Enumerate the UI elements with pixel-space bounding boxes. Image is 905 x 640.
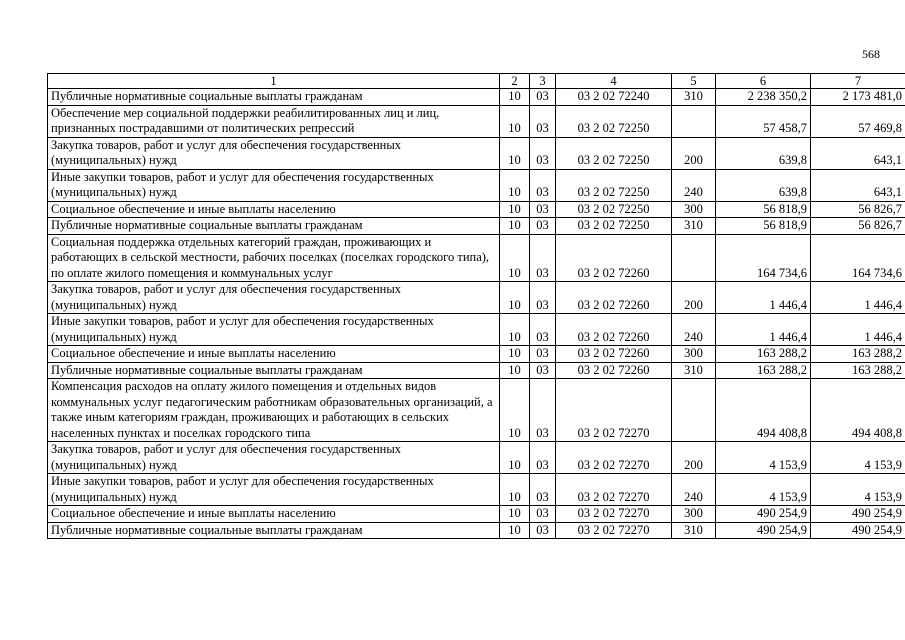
expense-type-cell: 240 xyxy=(672,314,716,346)
row-name-cell: Иные закупки товаров, работ и услуг для обеспечения государственных (муниципальных) нужд xyxy=(48,169,500,201)
amount-col7-cell: 56 826,7 xyxy=(811,201,905,218)
expense-type-cell: 310 xyxy=(672,218,716,235)
table-row xyxy=(48,201,905,218)
subsection-code-cell: 03 xyxy=(530,506,556,523)
row-name-cell: Публичные нормативные социальные выплаты гражданам xyxy=(48,218,500,235)
target-article-cell: 03 2 02 72260 xyxy=(556,314,672,346)
column-header-3: 3 xyxy=(530,74,556,89)
expense-type-cell: 200 xyxy=(672,442,716,474)
amount-col6-cell: 56 818,9 xyxy=(716,201,811,218)
expense-type-cell: 310 xyxy=(672,362,716,379)
expense-type-cell: 300 xyxy=(672,346,716,363)
target-article-cell: 03 2 02 72270 xyxy=(556,442,672,474)
row-name-cell: Социальная поддержка отдельных категорий граждан, проживающих и работающих в сельской местности, рабочих поселках (поселках городского типа), по оплате жилого помещения и коммунальных услуг xyxy=(48,234,500,282)
amount-col6-cell: 2 238 350,2 xyxy=(716,89,811,106)
subsection-code-cell: 03 xyxy=(530,137,556,169)
section-code-cell: 10 xyxy=(500,89,530,106)
expense-type-cell xyxy=(672,234,716,282)
section-code-cell: 10 xyxy=(500,201,530,218)
section-code-cell: 10 xyxy=(500,442,530,474)
target-article-cell: 03 2 02 72250 xyxy=(556,105,672,137)
subsection-code-cell: 03 xyxy=(530,346,556,363)
expense-type-cell: 300 xyxy=(672,201,716,218)
row-name-cell: Иные закупки товаров, работ и услуг для обеспечения государственных (муниципальных) нужд xyxy=(48,314,500,346)
column-header-7: 7 xyxy=(811,74,905,89)
section-code-cell: 10 xyxy=(500,314,530,346)
amount-col6-cell: 56 818,9 xyxy=(716,218,811,235)
subsection-code-cell: 03 xyxy=(530,105,556,137)
table-header xyxy=(48,74,905,89)
amount-col7-cell: 494 408,8 xyxy=(811,379,905,442)
section-code-cell: 10 xyxy=(500,282,530,314)
expense-type-cell: 200 xyxy=(672,137,716,169)
subsection-code-cell: 03 xyxy=(530,379,556,442)
section-code-cell: 10 xyxy=(500,137,530,169)
amount-col7-cell: 490 254,9 xyxy=(811,522,905,539)
column-header-2: 2 xyxy=(500,74,530,89)
amount-col6-cell: 639,8 xyxy=(716,169,811,201)
row-name-cell: Публичные нормативные социальные выплаты гражданам xyxy=(48,522,500,539)
amount-col6-cell: 4 153,9 xyxy=(716,442,811,474)
row-name-cell: Обеспечение мер социальной поддержки реабилитированных лиц и лиц, признанных пострадавшими от политических репрессий xyxy=(48,105,500,137)
subsection-code-cell: 03 xyxy=(530,234,556,282)
target-article-cell: 03 2 02 72260 xyxy=(556,346,672,363)
section-code-cell: 10 xyxy=(500,379,530,442)
amount-col7-cell: 643,1 xyxy=(811,169,905,201)
table-row xyxy=(48,346,905,363)
target-article-cell: 03 2 02 72260 xyxy=(556,362,672,379)
target-article-cell: 03 2 02 72260 xyxy=(556,234,672,282)
column-header-1: 1 xyxy=(48,74,500,89)
table-row xyxy=(48,362,905,379)
expense-type-cell xyxy=(672,105,716,137)
amount-col7-cell: 1 446,4 xyxy=(811,314,905,346)
subsection-code-cell: 03 xyxy=(530,522,556,539)
table-row xyxy=(48,314,905,346)
page-number: 568 xyxy=(862,47,880,61)
section-code-cell: 10 xyxy=(500,169,530,201)
amount-col7-cell: 56 826,7 xyxy=(811,218,905,235)
row-name-cell: Закупка товаров, работ и услуг для обеспечения государственных (муниципальных) нужд xyxy=(48,282,500,314)
section-code-cell: 10 xyxy=(500,105,530,137)
table-row xyxy=(48,442,905,474)
target-article-cell: 03 2 02 72270 xyxy=(556,522,672,539)
amount-col6-cell: 164 734,6 xyxy=(716,234,811,282)
amount-col6-cell: 163 288,2 xyxy=(716,362,811,379)
target-article-cell: 03 2 02 72250 xyxy=(556,201,672,218)
expense-type-cell: 310 xyxy=(672,89,716,106)
amount-col7-cell: 2 173 481,0 xyxy=(811,89,905,106)
row-name-cell: Социальное обеспечение и иные выплаты населению xyxy=(48,346,500,363)
target-article-cell: 03 2 02 72240 xyxy=(556,89,672,106)
target-article-cell: 03 2 02 72270 xyxy=(556,379,672,442)
row-name-cell: Социальное обеспечение и иные выплаты населению xyxy=(48,506,500,523)
header-row xyxy=(48,74,905,89)
subsection-code-cell: 03 xyxy=(530,282,556,314)
amount-col6-cell: 1 446,4 xyxy=(716,282,811,314)
table-row xyxy=(48,282,905,314)
expense-type-cell: 300 xyxy=(672,506,716,523)
amount-col7-cell: 490 254,9 xyxy=(811,506,905,523)
amount-col6-cell: 494 408,8 xyxy=(716,379,811,442)
target-article-cell: 03 2 02 72250 xyxy=(556,218,672,235)
amount-col6-cell: 490 254,9 xyxy=(716,506,811,523)
amount-col6-cell: 1 446,4 xyxy=(716,314,811,346)
subsection-code-cell: 03 xyxy=(530,314,556,346)
expense-type-cell: 240 xyxy=(672,169,716,201)
amount-col7-cell: 4 153,9 xyxy=(811,474,905,506)
subsection-code-cell: 03 xyxy=(530,201,556,218)
subsection-code-cell: 03 xyxy=(530,474,556,506)
amount-col7-cell: 4 153,9 xyxy=(811,442,905,474)
column-header-4: 4 xyxy=(556,74,672,89)
subsection-code-cell: 03 xyxy=(530,89,556,106)
amount-col6-cell: 163 288,2 xyxy=(716,346,811,363)
target-article-cell: 03 2 02 72270 xyxy=(556,474,672,506)
subsection-code-cell: 03 xyxy=(530,442,556,474)
target-article-cell: 03 2 02 72250 xyxy=(556,169,672,201)
budget-table xyxy=(47,73,905,539)
table-row xyxy=(48,506,905,523)
table-row xyxy=(48,522,905,539)
section-code-cell: 10 xyxy=(500,362,530,379)
row-name-cell: Закупка товаров, работ и услуг для обеспечения государственных (муниципальных) нужд xyxy=(48,137,500,169)
expense-type-cell: 240 xyxy=(672,474,716,506)
section-code-cell: 10 xyxy=(500,234,530,282)
section-code-cell: 10 xyxy=(500,346,530,363)
target-article-cell: 03 2 02 72260 xyxy=(556,282,672,314)
amount-col7-cell: 163 288,2 xyxy=(811,346,905,363)
table-row xyxy=(48,379,905,442)
table-row xyxy=(48,137,905,169)
amount-col6-cell: 639,8 xyxy=(716,137,811,169)
subsection-code-cell: 03 xyxy=(530,218,556,235)
target-article-cell: 03 2 02 72270 xyxy=(556,506,672,523)
column-header-5: 5 xyxy=(672,74,716,89)
amount-col7-cell: 57 469,8 xyxy=(811,105,905,137)
amount-col6-cell: 4 153,9 xyxy=(716,474,811,506)
target-article-cell: 03 2 02 72250 xyxy=(556,137,672,169)
subsection-code-cell: 03 xyxy=(530,362,556,379)
row-name-cell: Иные закупки товаров, работ и услуг для обеспечения государственных (муниципальных) нужд xyxy=(48,474,500,506)
table-row xyxy=(48,89,905,106)
table-body xyxy=(48,89,905,539)
expense-type-cell: 310 xyxy=(672,522,716,539)
table-row xyxy=(48,169,905,201)
amount-col7-cell: 163 288,2 xyxy=(811,362,905,379)
table-row xyxy=(48,474,905,506)
section-code-cell: 10 xyxy=(500,522,530,539)
expense-type-cell: 200 xyxy=(672,282,716,314)
section-code-cell: 10 xyxy=(500,218,530,235)
column-header-6: 6 xyxy=(716,74,811,89)
row-name-cell: Публичные нормативные социальные выплаты гражданам xyxy=(48,362,500,379)
table-row xyxy=(48,105,905,137)
row-name-cell: Публичные нормативные социальные выплаты гражданам xyxy=(48,89,500,106)
row-name-cell: Социальное обеспечение и иные выплаты населению xyxy=(48,201,500,218)
expense-type-cell xyxy=(672,379,716,442)
amount-col6-cell: 57 458,7 xyxy=(716,105,811,137)
row-name-cell: Закупка товаров, работ и услуг для обеспечения государственных (муниципальных) нужд xyxy=(48,442,500,474)
amount-col7-cell: 1 446,4 xyxy=(811,282,905,314)
subsection-code-cell: 03 xyxy=(530,169,556,201)
row-name-cell: Компенсация расходов на оплату жилого помещения и отдельных видов коммунальных услуг педагогическим работникам образовательных организаций, а также иным категориям граждан, проживающих и работающих в сельских населенных пунктах и поселках городского типа xyxy=(48,379,500,442)
section-code-cell: 10 xyxy=(500,474,530,506)
section-code-cell: 10 xyxy=(500,506,530,523)
amount-col7-cell: 164 734,6 xyxy=(811,234,905,282)
amount-col6-cell: 490 254,9 xyxy=(716,522,811,539)
table-row xyxy=(48,234,905,282)
amount-col7-cell: 643,1 xyxy=(811,137,905,169)
table-row xyxy=(48,218,905,235)
